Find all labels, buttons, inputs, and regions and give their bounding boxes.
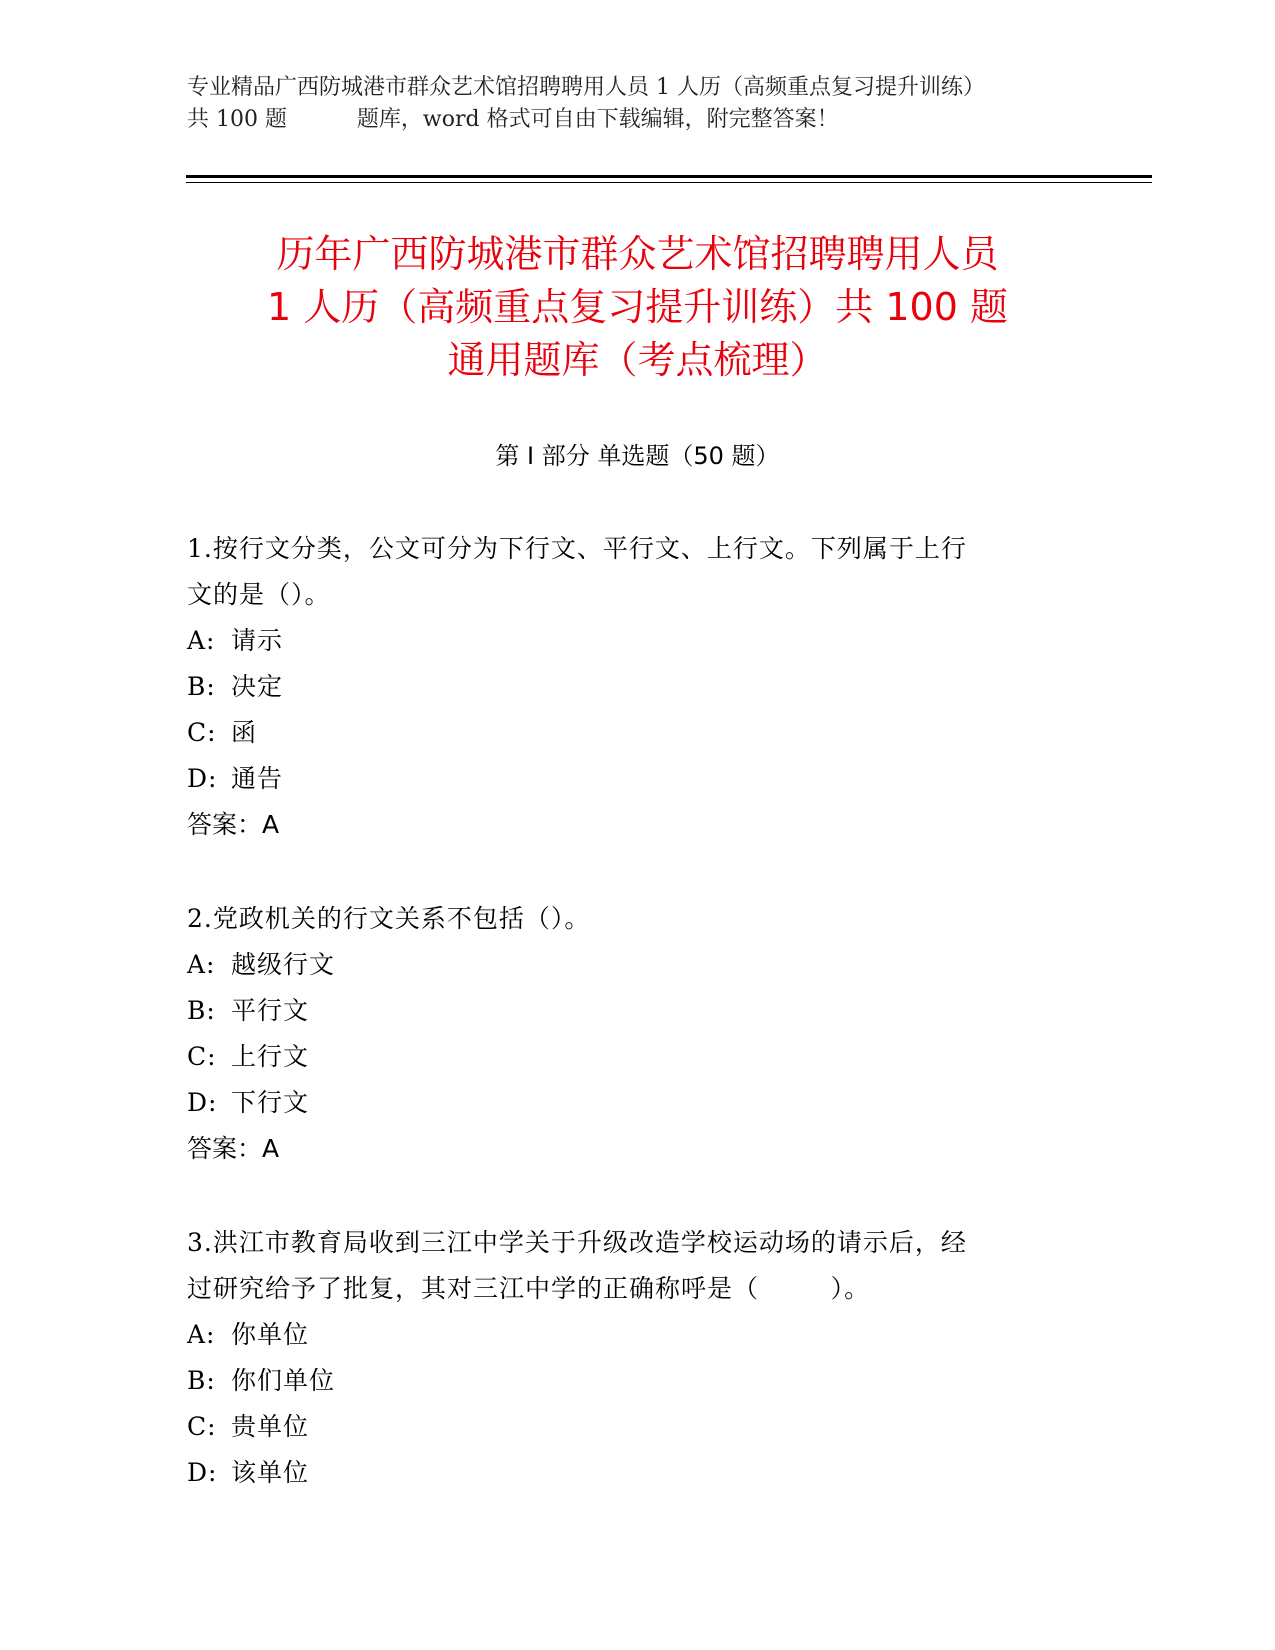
document-header <box>187 72 1107 136</box>
option-letter: C: <box>187 1412 217 1441</box>
header-rule-thin <box>186 182 1152 183</box>
option-text: 该单位 <box>231 1458 310 1487</box>
option-c <box>187 710 1067 756</box>
question-stem <box>187 526 1067 618</box>
option-text: 请示 <box>231 626 284 655</box>
title-line-3: 通用题库（考点梳理） <box>447 338 828 382</box>
option-letter: B: <box>187 672 216 701</box>
option-text: 越级行文 <box>231 950 336 979</box>
header-line-2: 共 100 题 题库，word 格式可自由下载编辑，附完整答案！ <box>187 107 839 132</box>
option-text: 上行文 <box>231 1042 310 1071</box>
option-a <box>187 1312 1067 1358</box>
title-line-2: 1 人历（高频重点复习提升训练）共 100 题 <box>267 285 1008 329</box>
question-stem <box>187 896 1067 942</box>
option-letter: D: <box>187 1458 218 1487</box>
option-letter: A: <box>187 950 216 979</box>
option-b <box>187 664 1067 710</box>
option-text: 决定 <box>231 672 284 701</box>
question-2 <box>187 896 1067 1172</box>
option-text: 你单位 <box>231 1320 310 1349</box>
question-3 <box>187 1220 1067 1496</box>
question-stem-line: 文的是（）。 <box>187 580 331 609</box>
answer-line: 答案：A <box>187 810 280 839</box>
option-text: 你们单位 <box>231 1366 336 1395</box>
option-a <box>187 942 1067 988</box>
question-stem-line: 2.党政机关的行文关系不包括（）。 <box>187 904 591 933</box>
option-letter: B: <box>187 1366 216 1395</box>
option-d <box>187 756 1067 802</box>
option-a <box>187 618 1067 664</box>
option-c <box>187 1404 1067 1450</box>
option-text: 通告 <box>231 764 284 793</box>
question-stem-line: 1.按行文分类，公文可分为下行文、平行文、上行文。下列属于上行 <box>187 534 967 563</box>
option-b <box>187 988 1067 1034</box>
option-d <box>187 1450 1067 1496</box>
document-title <box>150 228 1125 387</box>
option-c <box>187 1034 1067 1080</box>
option-letter: D: <box>187 764 218 793</box>
option-b <box>187 1358 1067 1404</box>
option-text: 下行文 <box>231 1088 310 1117</box>
option-d <box>187 1080 1067 1126</box>
header-rule-thick <box>186 175 1152 178</box>
question-stem <box>187 1220 1067 1312</box>
option-text: 平行文 <box>231 996 310 1025</box>
question-stem-line: 3.洪江市教育局收到三江中学关于升级改造学校运动场的请示后，经 <box>187 1228 967 1257</box>
question-list <box>187 526 1067 1544</box>
header-line-1: 专业精品广西防城港市群众艺术馆招聘聘用人员 1 人历（高频重点复习提升训练） <box>187 75 985 100</box>
answer-line: 答案：A <box>187 1134 280 1163</box>
question-stem-line: 过研究给予了批复，其对三江中学的正确称呼是（ ）。 <box>187 1274 871 1303</box>
option-letter: C: <box>187 718 217 747</box>
title-line-1: 历年广西防城港市群众艺术馆招聘聘用人员 <box>276 232 999 276</box>
option-letter: A: <box>187 1320 216 1349</box>
option-letter: A: <box>187 626 216 655</box>
section-title: 第 I 部分 单选题（50 题） <box>495 442 780 470</box>
option-letter: C: <box>187 1042 217 1071</box>
option-text: 贵单位 <box>231 1412 310 1441</box>
option-letter: D: <box>187 1088 218 1117</box>
question-1 <box>187 526 1067 848</box>
option-letter: B: <box>187 996 216 1025</box>
option-text: 函 <box>231 718 258 747</box>
